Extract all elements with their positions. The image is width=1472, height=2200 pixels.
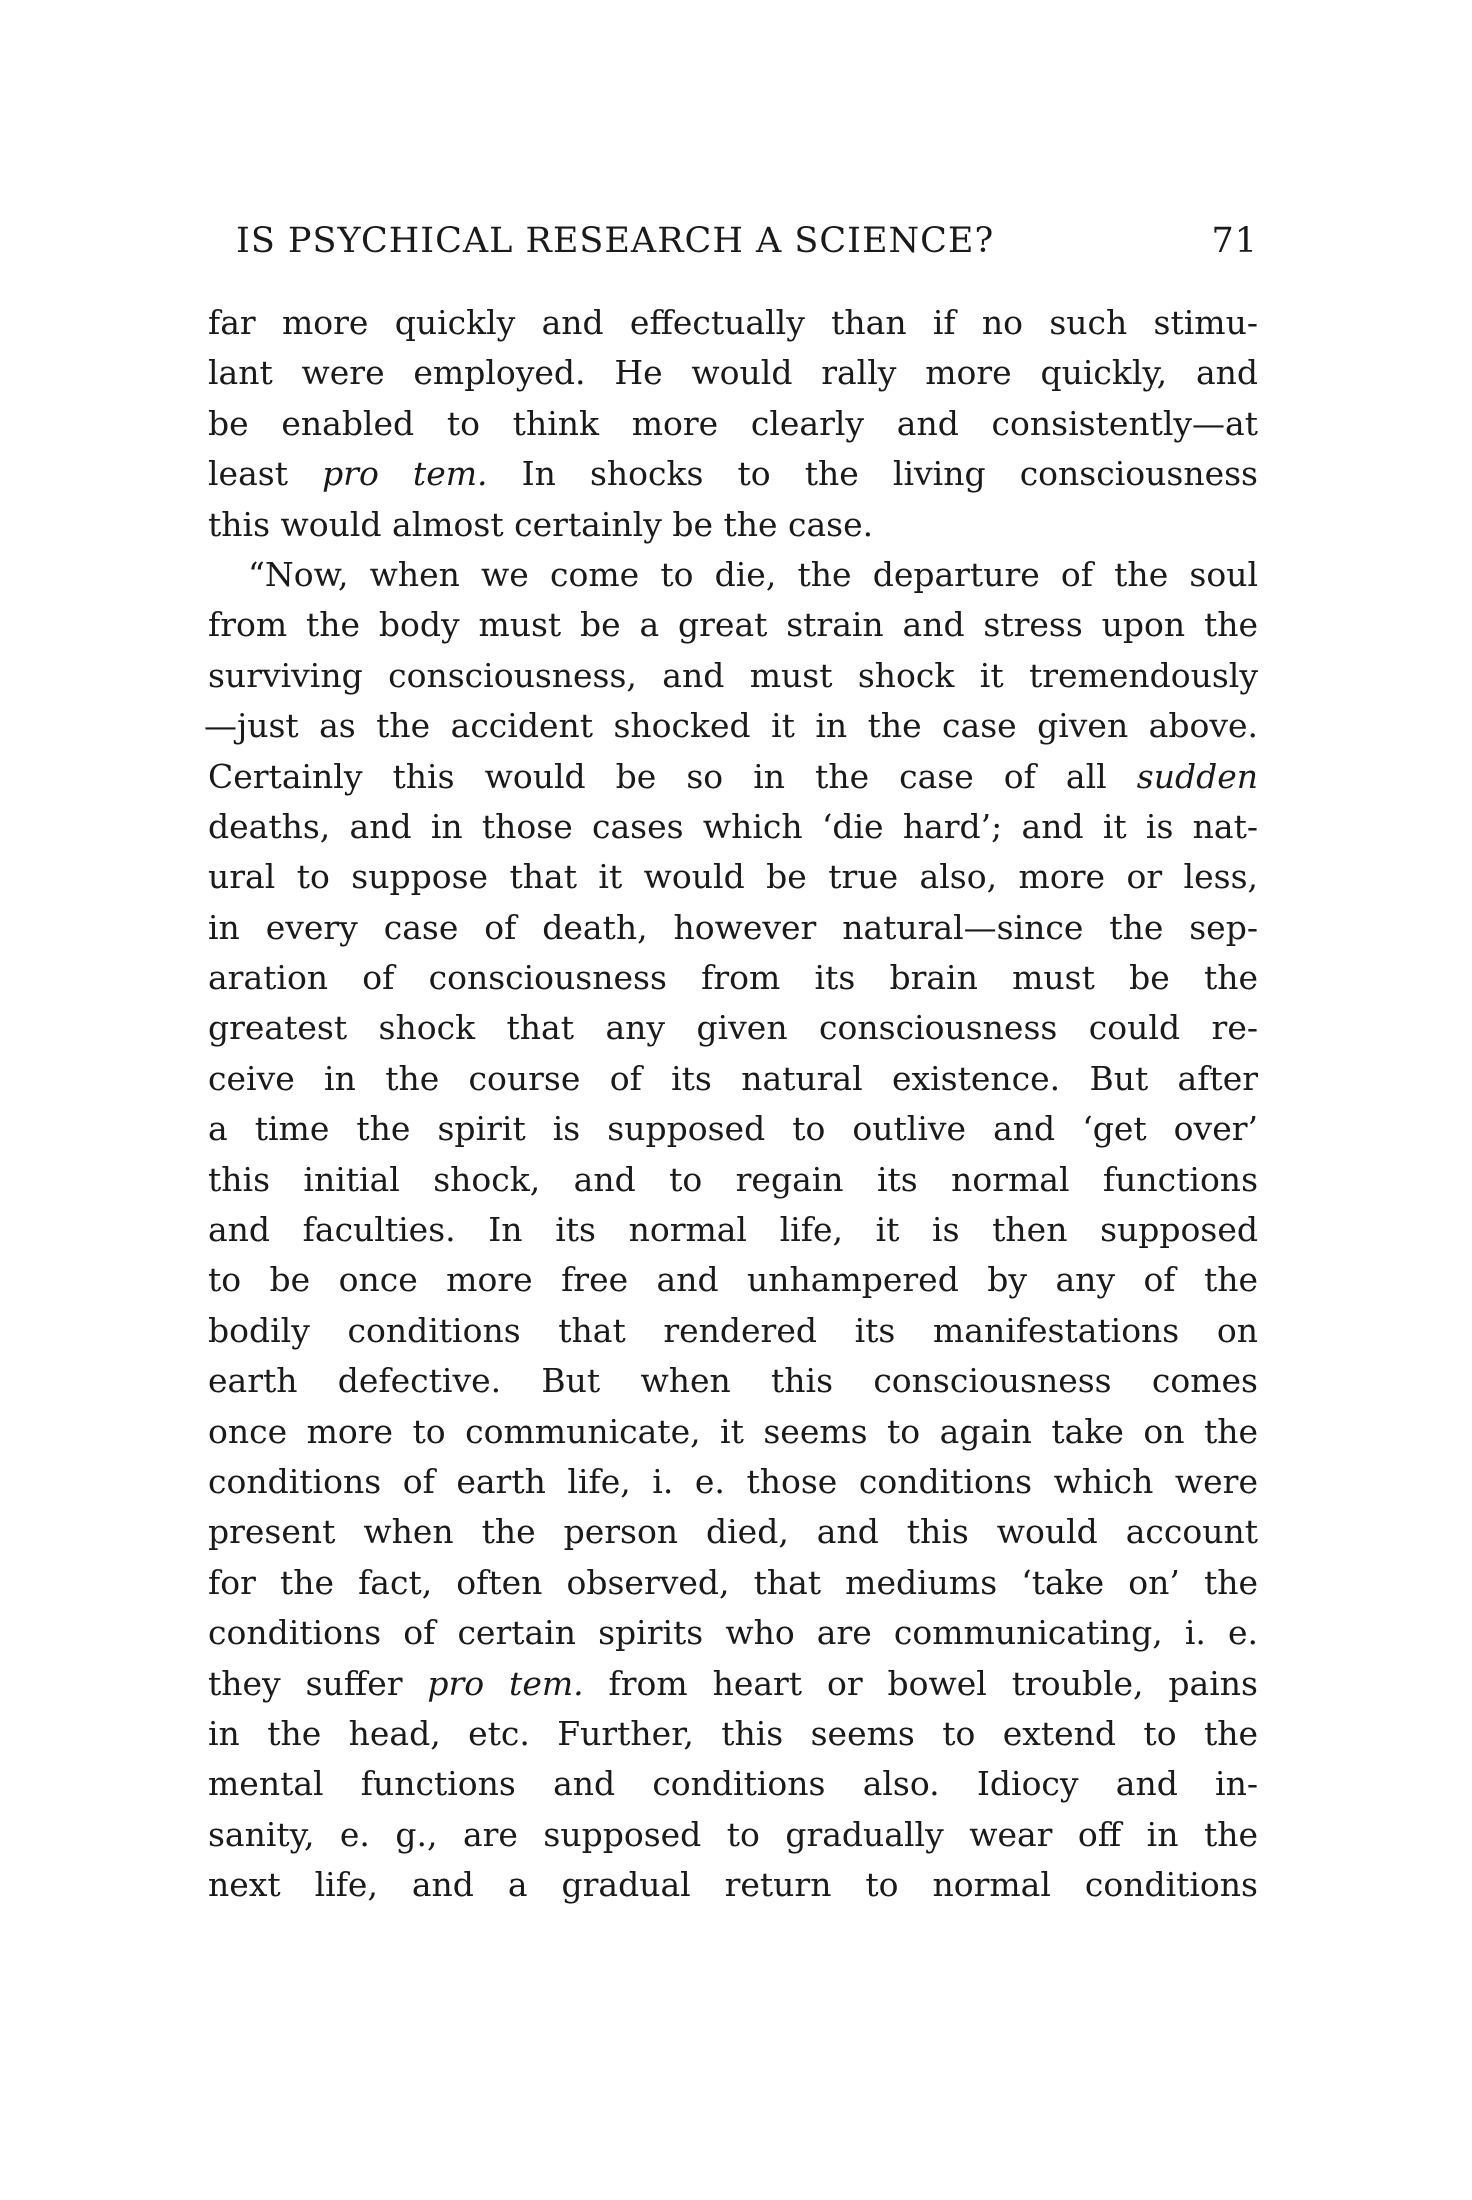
text-segment: Certainly this would be so in the case of all xyxy=(208,756,1137,796)
text-line xyxy=(208,752,1258,802)
text-line xyxy=(208,1659,1258,1709)
italic-phrase: pro tem. xyxy=(427,1663,584,1703)
text-line: conditions of earth life, i. e. those conditions which were xyxy=(208,1461,1258,1501)
text-line: conditions of certain spirits who are communicating, i. e. xyxy=(208,1613,1258,1653)
paragraph-start-line: “Now, when we come to die, the departure of the soul xyxy=(248,554,1258,594)
text-line xyxy=(208,449,1258,499)
text-line: a time the spirit is supposed to outlive and ‘get over’ xyxy=(208,1109,1258,1149)
text-line: present when the person died, and this would account xyxy=(208,1512,1258,1552)
text-line: in the head, etc. Further, this seems to extend to the xyxy=(208,1713,1258,1753)
italic-word: sudden xyxy=(1136,756,1258,796)
text-line: and faculties. In its normal life, it is then supposed xyxy=(208,1210,1258,1250)
text-line: in every case of death, however natural—since the sep- xyxy=(208,907,1258,947)
text-line: from the body must be a great strain and stress upon the xyxy=(208,605,1258,645)
body-text xyxy=(204,298,1258,1911)
running-head xyxy=(236,216,1258,266)
text-line: earth defective. But when this consciousness comes xyxy=(208,1361,1258,1401)
text-line: this would almost certainly be the case. xyxy=(208,504,874,544)
text-line: aration of consciousness from its brain must be the xyxy=(208,958,1258,998)
text-line: ceive in the course of its natural existence. But after xyxy=(208,1058,1258,1098)
text-line: once more to communicate, it seems to again take on the xyxy=(208,1411,1258,1451)
text-line: deaths, and in those cases which ‘die hard’; and it is nat- xyxy=(208,806,1258,846)
text-line: mental functions and conditions also. Idiocy and in- xyxy=(208,1764,1258,1804)
text-line: ural to suppose that it would be true also, more or less, xyxy=(208,857,1258,897)
text-line: surviving consciousness, and must shock it tremendously xyxy=(208,655,1258,695)
text-line: to be once more free and unhampered by any of the xyxy=(208,1260,1258,1300)
text-segment: from heart or bowel trouble, pains xyxy=(583,1663,1258,1703)
text-segment: they suffer xyxy=(208,1663,428,1703)
text-line: bodily conditions that rendered its manifestations on xyxy=(208,1310,1258,1350)
text-line: this initial shock, and to regain its normal functions xyxy=(208,1159,1258,1199)
text-line: for the fact, often observed, that mediums ‘take on’ the xyxy=(208,1562,1258,1602)
text-segment: In shocks to the living consciousness xyxy=(487,454,1258,494)
text-line: greatest shock that any given consciousness could re- xyxy=(208,1008,1258,1048)
text-line: be enabled to think more clearly and consistently—at xyxy=(208,403,1258,443)
text-segment: least xyxy=(208,454,323,494)
text-line: next life, and a gradual return to normal conditions xyxy=(208,1865,1258,1905)
text-line: —just as the accident shocked it in the case given above. xyxy=(204,706,1258,746)
italic-phrase: pro tem. xyxy=(322,454,488,494)
page-number: 71 xyxy=(1211,221,1258,261)
running-head-title: IS PSYCHICAL RESEARCH A SCIENCE? xyxy=(236,221,995,261)
text-line: lant were employed. He would rally more quickly, and xyxy=(208,353,1258,393)
text-line: far more quickly and effectually than if no such stimu- xyxy=(208,303,1258,342)
text-line: sanity, e. g., are supposed to gradually wear off in the xyxy=(208,1814,1258,1854)
